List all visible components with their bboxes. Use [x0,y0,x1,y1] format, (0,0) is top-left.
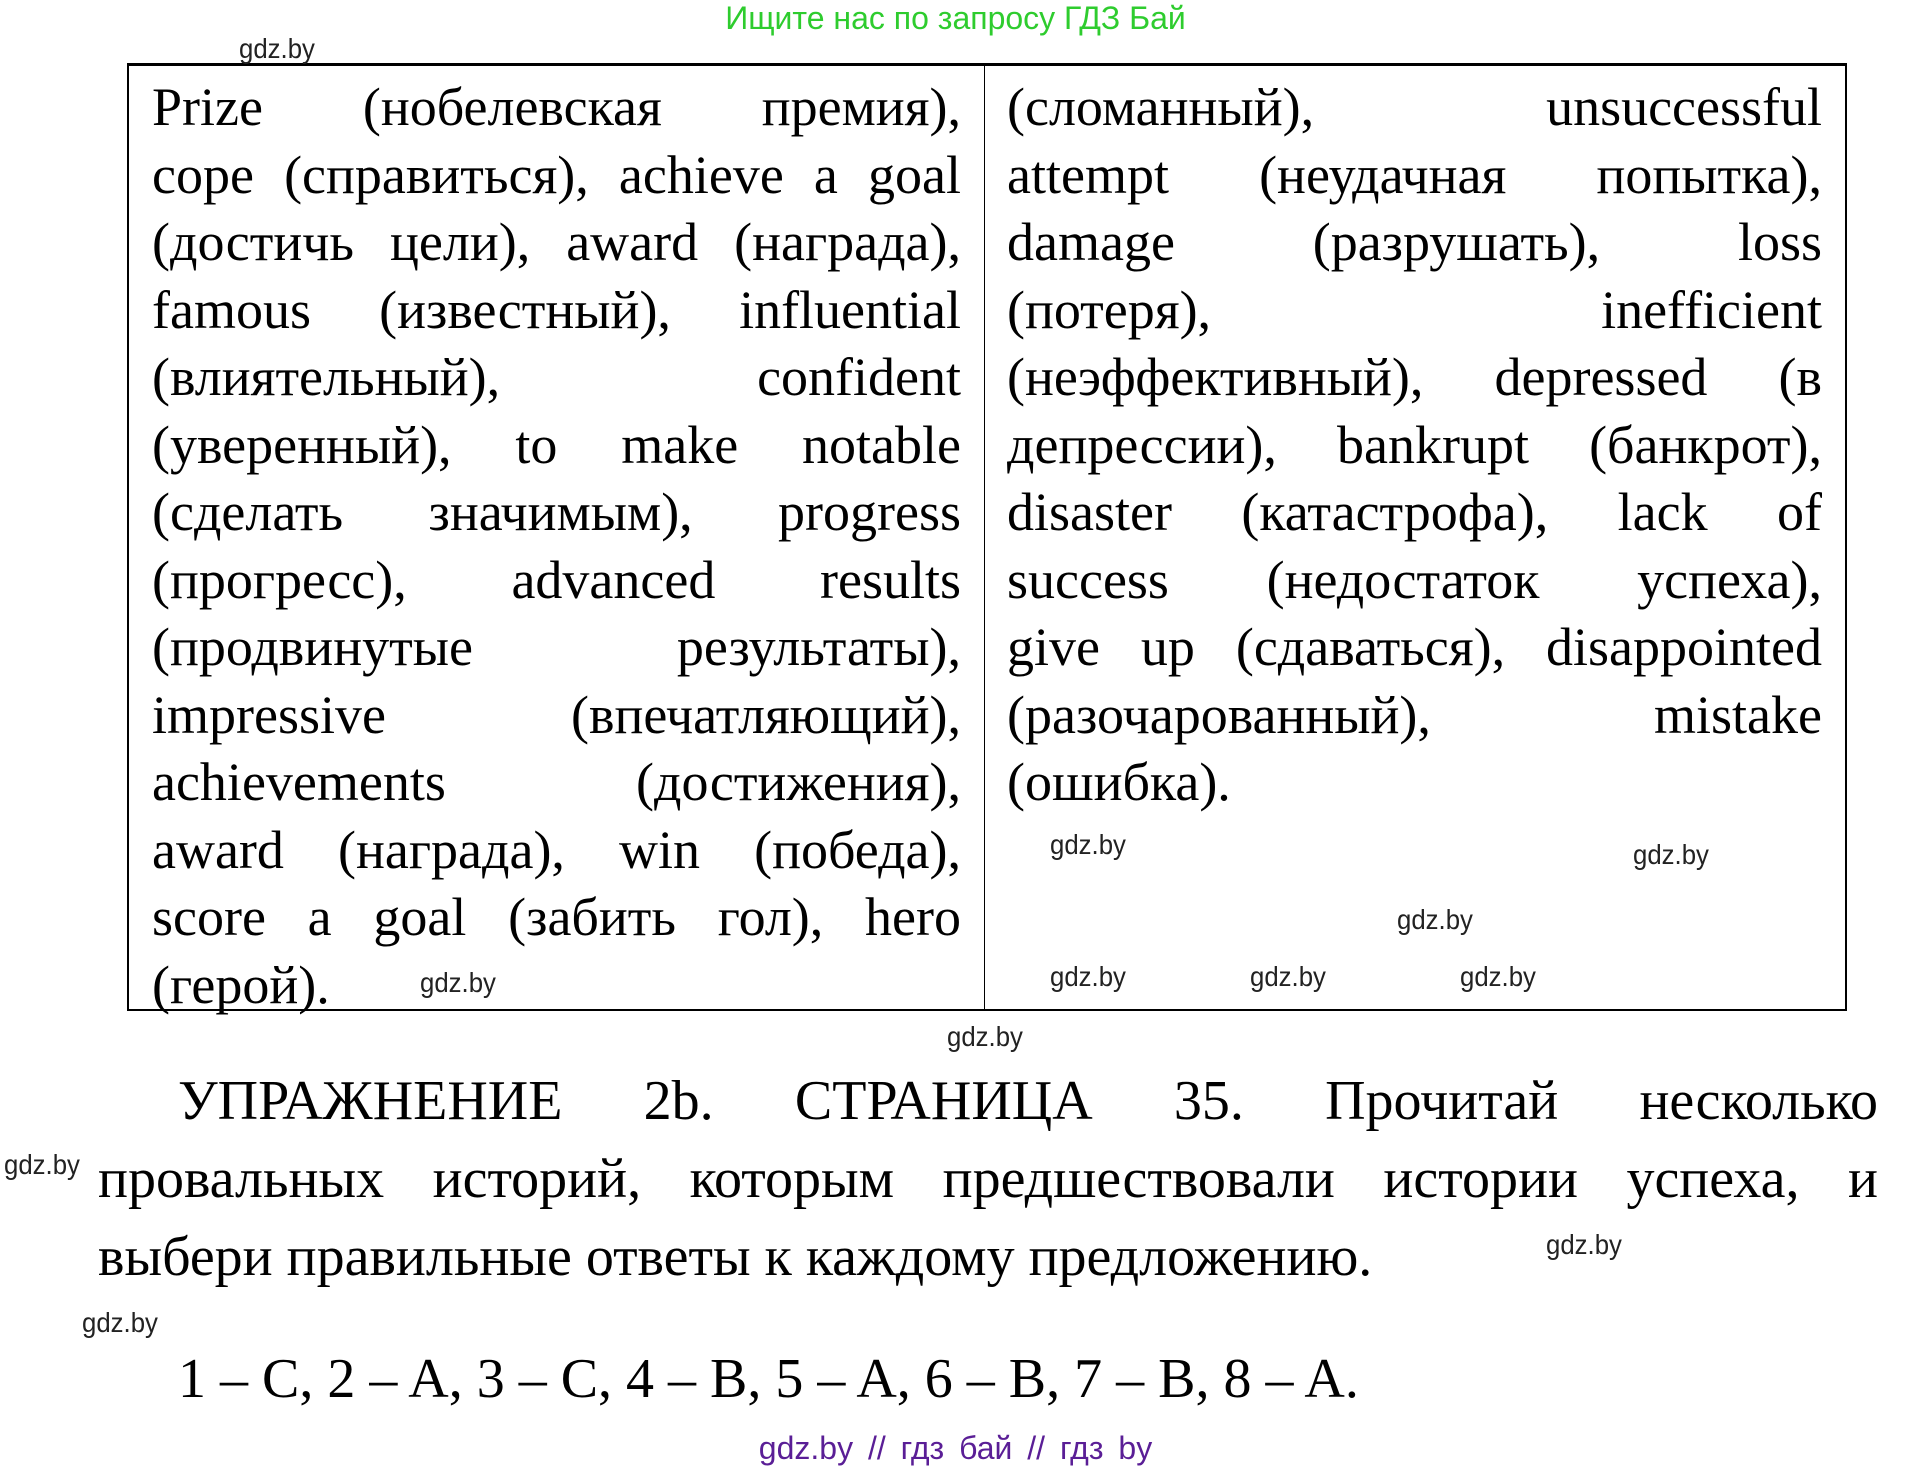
text-line: achievements (достижения), [152,752,961,812]
column-divider [984,66,985,1009]
instruction-line: провальных историй, которым предшествовали истории успеха, и [98,1148,1878,1210]
watermark: gdz.by [1250,961,1326,992]
watermark: gdz.by [4,1149,80,1180]
watermark: gdz.by [1460,961,1536,992]
text-line: cope (справиться), achieve a goal [152,144,961,205]
text-line: damage (разрушать), loss [1007,212,1822,272]
vocabulary-table [127,63,1847,1015]
right-column [1007,74,1822,817]
instruction-line: УПРАЖНЕНИЕ 2b. СТРАНИЦА 35. Прочитай несколько [178,1070,1878,1132]
text-line: (достичь цели), award (награда), [152,212,961,272]
answers-line: 1 – C, 2 – A, 3 – C, 4 – B, 5 – A, 6 – B, 7 – B, 8 – A. [178,1348,1359,1410]
exercise-instruction [98,1062,1878,1296]
watermark: gdz.by [1633,839,1709,870]
watermark: gdz.by [1397,904,1473,935]
watermark: gdz.by [947,1021,1023,1052]
footer-watermark: gdz.by // гдз бай // гдз by [758,1430,1153,1466]
text-line: success (недостаток успеха), [1007,549,1822,610]
watermark: gdz.by [1546,1229,1622,1260]
text-line: депрессии), bankrupt (банкрот), [1007,414,1822,475]
text-line: award (награда), win (победа), [152,819,961,880]
text-line: (потеря), inefficient [1007,279,1822,340]
left-column [152,74,961,1019]
text-line: (неэффективный), depressed (в [1007,347,1822,407]
watermark: gdz.by [82,1307,158,1338]
text-line: impressive (впечатляющий), [152,684,961,745]
text-line: (продвинутые результаты), [152,617,961,677]
text-line: famous (известный), influential [152,279,961,340]
text-line: (уверенный), to make notable [152,414,961,475]
text-line: (сломанный), unsuccessful [1007,77,1822,137]
watermark: gdz.by [1050,961,1126,992]
watermark: gdz.by [239,33,315,64]
text-line: disaster (катастрофа), lack of [1007,482,1822,542]
text-line: (прогресс), advanced results [152,549,961,610]
text-line: (ошибка). [1007,752,1231,812]
text-line: (герой). [152,954,330,1015]
text-line: (сделать значимым), progress [152,482,961,542]
instruction-line: выбери правильные ответы к каждому предложению. [98,1226,1373,1288]
text-line: attempt (неудачная попытка), [1007,144,1822,205]
text-line: give up (сдаваться), disappointed [1007,617,1822,677]
watermark: gdz.by [1050,829,1126,860]
search-banner: Ищите нас по запросу ГДЗ Бай [725,0,1186,36]
watermark: gdz.by [420,967,496,998]
text-line: (влиятельный), confident [152,347,961,407]
text-line: (разочарованный), mistake [1007,684,1822,745]
text-line: Prize (нобелевская премия), [152,77,961,137]
text-line: score a goal (забить гол), hero [152,887,961,947]
